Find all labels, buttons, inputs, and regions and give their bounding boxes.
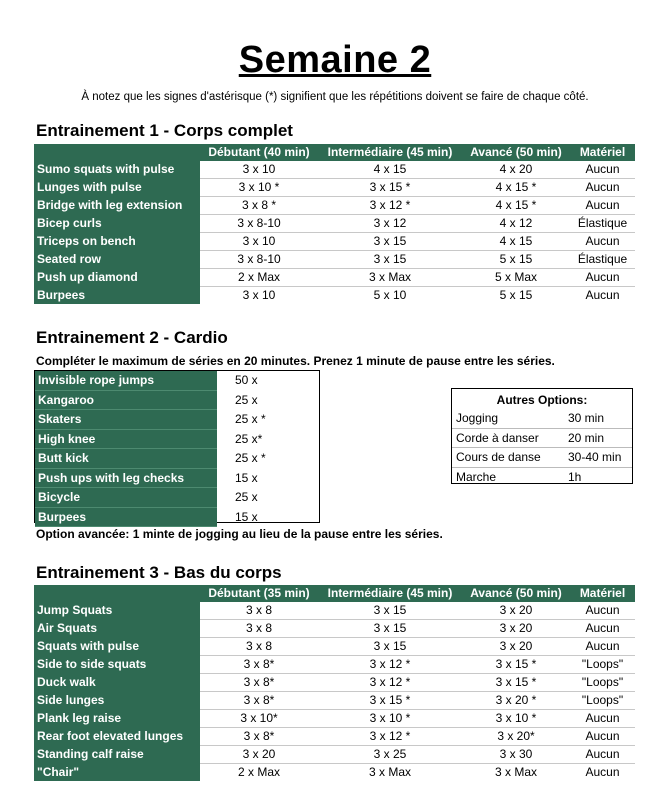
table-row [34,692,635,710]
table-cell: "Loops" [570,692,635,710]
table-cell: "Loops" [570,656,635,674]
table-cell: Aucun [570,620,635,638]
exercise-name: Push ups with leg checks [35,468,217,488]
table-cell: 3 x 15 [318,233,462,251]
table-cell: 3 x 8 [200,602,318,620]
option-duration: 30-40 min [568,450,622,464]
table-cell: 5 x Max [462,269,570,287]
reps-value: 15 x [235,509,258,524]
table-row [34,602,635,620]
table-cell: 3 x 8* [200,692,318,710]
table-row [34,638,635,656]
option-row [452,409,632,429]
exercise-name: Air Squats [34,620,200,638]
table-cell: 4 x 15 [462,233,570,251]
table-cell: 3 x 15 * [318,179,462,197]
table-row [35,468,326,488]
table-cell: 3 x Max [318,764,462,782]
exercise-name: "Chair" [34,764,200,782]
table-row [34,674,635,692]
exercise-name: Squats with pulse [34,638,200,656]
exercise-name: Burpees [35,507,217,527]
table-cell: 3 x 8* [200,674,318,692]
table-row [35,410,326,430]
workout-1-table [34,144,635,304]
table-cell: Aucun [570,287,635,305]
table-cell: 3 x 10 [200,161,318,179]
table-cell: "Loops" [570,674,635,692]
reps-value: 25 x * [235,451,266,465]
other-options-box [451,388,633,484]
table-row [34,746,635,764]
table-cell: 3 x 10 [200,287,318,305]
table-cell: 3 x 15 * [462,674,570,692]
advanced-option-note: Option avancée: 1 minte de jogging au lieu de la pause entre les séries. [36,527,443,541]
table-cell: 3 x 12 * [318,728,462,746]
reps-value: 25 x [235,392,258,407]
exercise-name: Bicycle [35,488,217,508]
option-row [452,468,632,487]
table-cell: 3 x 15 [318,638,462,656]
table-cell: Aucun [570,269,635,287]
column-header: Intermédiaire (45 min) [318,144,462,161]
exercise-name: Bridge with leg extension [34,197,200,215]
table-cell: 3 x 8 [200,620,318,638]
table-cell: 4 x 12 [462,215,570,233]
table-cell: 2 x Max [200,269,318,287]
table-cell: 3 x 20 [200,746,318,764]
exercise-name: Bicep curls [34,215,200,233]
option-duration: 20 min [568,430,605,445]
header-blank [34,585,200,602]
workout-1-title: Entrainement 1 - Corps complet [36,121,293,140]
table-row [34,764,635,782]
table-cell: Aucun [570,197,635,215]
table-cell: 5 x 15 [462,251,570,269]
asterisk-note: À notez que les signes d'astérisque (*) signifient que les répétitions doivent se faire de chaque côté. [81,91,589,103]
other-options-title: Autres Options: [496,393,588,407]
table-row [34,269,635,287]
table-cell: 3 x 20* [462,728,570,746]
table-row [34,620,635,638]
table-row [35,507,326,527]
table-cell: 3 x 15 * [462,656,570,674]
table-cell: Aucun [570,161,635,179]
table-cell: 3 x 8-10 [200,251,318,269]
reps-value: 25 x [235,490,258,504]
exercise-name: Seated row [34,251,200,269]
table-cell: 3 x Max [318,269,462,287]
table-cell: 3 x 12 * [318,656,462,674]
exercise-name: Invisible rope jumps [35,371,217,390]
column-header: Matériel [570,585,635,602]
column-header: Débutant (35 min) [200,585,318,602]
exercise-name: Butt kick [35,449,217,469]
table-cell: 3 x 15 [318,251,462,269]
workout-3-table [34,585,635,781]
exercise-name: Burpees [34,287,200,305]
table-cell: 3 x Max [462,764,570,782]
exercise-name: Skaters [35,410,217,430]
table-cell: Aucun [570,233,635,251]
table-cell: 3 x 12 * [318,197,462,215]
column-header: Avancé (50 min) [462,585,570,602]
table-row [35,371,326,390]
exercise-name: Push up diamond [34,269,200,287]
table-row [34,197,635,215]
table-row [34,233,635,251]
table-row [34,161,635,179]
table-cell: 4 x 20 [462,161,570,179]
table-cell: 3 x 8 [200,638,318,656]
exercise-name: Triceps on bench [34,233,200,251]
workout-2-title: Entrainement 2 - Cardio [36,328,228,347]
option-name: Jogging [456,411,499,425]
exercise-name: Sumo squats with pulse [34,161,200,179]
table-cell: 3 x 10 * [200,179,318,197]
table-row [35,429,326,449]
exercise-name: High knee [35,429,217,449]
table-cell: 3 x 20 [462,620,570,638]
exercise-name: Side to side squats [34,656,200,674]
option-row [452,429,632,449]
table-cell: Aucun [570,710,635,728]
exercise-name: Plank leg raise [34,710,200,728]
reps-value: 25 x * [235,412,266,426]
table-row [34,179,635,197]
table-cell: Aucun [570,728,635,746]
table-cell: 3 x 8* [200,656,318,674]
table-row [34,287,635,305]
table-cell: 3 x 10 * [318,710,462,728]
workout-2-instruction: Compléter le maximum de séries en 20 minutes. Prenez 1 minute de pause entre les séries. [36,354,555,368]
table-cell: 2 x Max [200,764,318,782]
option-name: Marche [456,469,497,484]
exercise-name: Lunges with pulse [34,179,200,197]
table-cell: 4 x 15 * [462,197,570,215]
exercise-name: Jump Squats [34,602,200,620]
table-row [34,656,635,674]
exercise-name: Duck walk [34,674,200,692]
table-cell: 3 x 15 [318,620,462,638]
table-row [34,728,635,746]
table-cell: Aucun [570,179,635,197]
option-duration: 30 min [568,411,605,425]
reps-value: 50 x [235,373,258,388]
exercise-name: Side lunges [34,692,200,710]
table-cell: 4 x 15 [318,161,462,179]
column-header: Intermédiaire (45 min) [318,585,462,602]
header-blank [34,144,200,161]
column-header: Avancé (50 min) [462,144,570,161]
table-cell: 3 x 20 * [462,692,570,710]
table-row [35,390,326,410]
exercise-name: Standing calf raise [34,746,200,764]
table-cell: Élastique [570,215,635,233]
table-cell: 3 x 30 [462,746,570,764]
option-row [452,448,632,468]
table-row [35,449,326,469]
table-cell: 3 x 15 * [318,692,462,710]
table-cell: Aucun [570,764,635,782]
table-cell: 3 x 8-10 [200,215,318,233]
cardio-table [35,371,326,527]
table-cell: 3 x 10 * [462,710,570,728]
exercise-name: Rear foot elevated lunges [34,728,200,746]
option-duration: 1h [568,469,582,484]
table-cell: 5 x 15 [462,287,570,305]
table-cell: 3 x 20 [462,638,570,656]
column-header: Matériel [570,144,635,161]
reps-value: 25 x* [235,431,263,446]
table-cell: Aucun [570,746,635,764]
table-cell: Aucun [570,638,635,656]
table-cell: 5 x 10 [318,287,462,305]
table-cell: 4 x 15 * [462,179,570,197]
table-cell: 3 x 8* [200,728,318,746]
table-cell: 3 x 15 [318,602,462,620]
table-row [35,488,326,508]
table-cell: 3 x 25 [318,746,462,764]
reps-value: 15 x [235,470,258,485]
table-cell: 3 x 10* [200,710,318,728]
table-row [34,215,635,233]
table-cell: 3 x 20 [462,602,570,620]
table-cell: 3 x 10 [200,233,318,251]
table-cell: Élastique [570,251,635,269]
table-cell: Aucun [570,602,635,620]
workout-3-title: Entrainement 3 - Bas du corps [36,563,282,582]
option-name: Corde à danser [456,430,539,445]
table-cell: 3 x 8 * [200,197,318,215]
page-title: Semaine 2 [238,39,432,81]
table-cell: 3 x 12 [318,215,462,233]
table-cell: 3 x 12 * [318,674,462,692]
exercise-name: Kangaroo [35,390,217,410]
table-row [34,710,635,728]
column-header: Débutant (40 min) [200,144,318,161]
option-name: Cours de danse [456,450,541,464]
table-row [34,251,635,269]
